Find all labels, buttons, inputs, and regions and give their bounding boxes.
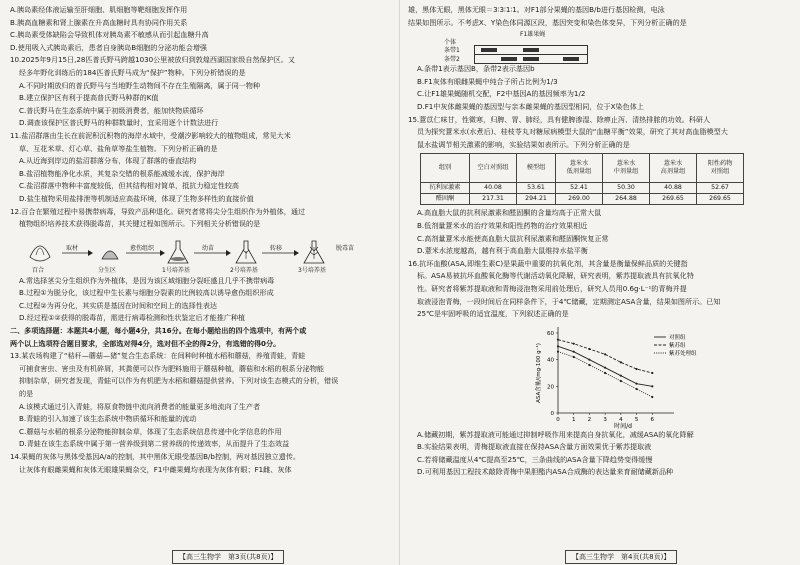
option-line: C.过程②为再分化，其实质是基因在时间和空间上的选择性表达 [19, 300, 218, 310]
question-14-continued [408, 4, 792, 29]
x-axis-label: 时间/d [614, 422, 632, 429]
meristem-icon [102, 251, 118, 259]
question-line: 雄，黑体无眼，黑体无眼＝3∶3∶1∶1。对F1部分果蝇的基因B/b进行基因检测，电泳 [408, 5, 665, 14]
table-header: 模型组 [517, 154, 556, 183]
option-line: A.储藏初期，紫苏提取液可能通过抑制呼吸作用来提高自身抗氧化，减缓ASA的氧化降解 [417, 429, 694, 439]
question-line: 13.某农场构建了“秸秆—蘑菇—猪”复合生态系统：在间种时种植水稻和蘑菇，养殖青蛙，青蛙 [10, 351, 306, 361]
y-tick-label: 60 [547, 330, 554, 337]
data-point [620, 380, 622, 382]
table-cell: 50.30 [603, 183, 650, 194]
gel-band [523, 57, 539, 61]
x-tick-label: 4 [619, 416, 623, 423]
question-line: 性。研究者将紫苏提取液和青梅浸泡物采用前处理后，研究人员用0.6g·L⁻¹的青梅并提 [417, 283, 687, 293]
question-line: 植物组织培养技术获得脱毒苗，其关键过程如图所示。下列相关分析错误的是 [19, 219, 261, 229]
tissue-culture-drawing [10, 231, 388, 275]
table-cell: 264.88 [603, 194, 650, 205]
option-line: A.条带1表示基因B，条带2表示基因b [417, 64, 535, 74]
question-line: 10.2025年9月15日,28匹普氏野马跨越1030公里被放归到敦煌西湖国家级自然保护区。又 [10, 55, 296, 65]
y-tick-label: 0 [550, 410, 554, 417]
data-point [620, 361, 622, 363]
table-header: 薏米水 高剂量组 [650, 154, 697, 183]
data-point [573, 356, 575, 358]
figure-label: 2号培养基 [230, 266, 258, 274]
table-cell: 40.88 [650, 183, 697, 194]
x-tick-label: 6 [650, 416, 655, 423]
gel-lane-label: 条带1 [444, 47, 460, 55]
gel-lane-label: 个体 [444, 39, 457, 47]
gel-band [563, 57, 579, 61]
legend-label: 紫苏组 [669, 342, 686, 349]
data-point [635, 368, 637, 370]
option-line: C.盐沼群落中物种丰富度较低，但其结构相对简单，抵抗力稳定性较高 [19, 181, 240, 191]
series-line [558, 346, 652, 386]
data-point [635, 388, 637, 390]
question-11 [10, 130, 388, 206]
table-cell: 52.67 [697, 183, 744, 194]
gel-band [523, 48, 539, 52]
question-14 [10, 451, 388, 476]
table-cell: 269.00 [556, 194, 603, 205]
gel-row-2 [474, 54, 588, 64]
question-line: 标。ASA易被抗坏血酸氧化酶等代谢活动氧化降解，研究表明，紫苏提取液具有抗氧化特 [417, 271, 694, 281]
data-point [573, 342, 575, 344]
data-point [651, 372, 653, 374]
option-line: B.F1灰体有眼雌果蝇中纯合子所占比例为1/3 [417, 76, 558, 86]
table-cell: 40.08 [470, 183, 517, 194]
question-line: 14.果蝇的灰体与黑体受基因A/a的控制，其中黑体无眼受基因B/b控制，两对基因独立遗传。 [10, 452, 301, 461]
y-tick-label: 20 [547, 384, 554, 391]
question-line: 11.盐沼群落由生长在前泥积沉积物的海岸水域中，受潮汐影响较大的植物组成，常见大米 [10, 130, 291, 140]
legend-label: 对照组 [669, 334, 686, 341]
question-15-options [408, 207, 792, 257]
option-line: A.从近海到岸边的盐沼群落分布，体现了群落的垂直结构 [19, 156, 197, 166]
option-line: D.调查该保护区普氏野马的种群数量时，宜采用逐个计数法进行 [19, 118, 219, 128]
gel-title: F1雄果蝇 [520, 31, 546, 39]
option-line: C.若将储藏温度从4℃提高至25℃，三条曲线的ASA含量下降趋势变得缓慢 [417, 454, 653, 464]
table-cell: 269.65 [697, 194, 744, 205]
option-line: D.使用吸入式胰岛素后，患者自身胰岛B细胞的分泌功能会增强 [10, 42, 208, 52]
option-line: D.可利用基因工程技术敲除青梅中果胆酯内ASA合成酶的表达量来育耐储藏新品种 [417, 467, 674, 477]
table-header: 组别 [421, 154, 470, 183]
question-13 [10, 350, 388, 451]
question-12 [10, 206, 388, 326]
data-point [573, 350, 575, 352]
option-line: C.普氏野马在生态系统中属于初级消费者，能加快物质循环 [19, 105, 204, 115]
data-point [635, 382, 637, 384]
option-line: B.青蛙的引入加速了该生态系统中物质循环和能量的流动 [19, 414, 197, 424]
question-line: 让灰体有眼雌果蝇和灰体无眼雄果蝇杂交，F1中雌果蝇均表现为灰体有眼；F1雌、灰体 [19, 464, 292, 474]
hormone-table [420, 153, 744, 205]
gel-band [501, 57, 517, 61]
x-tick-label: 3 [603, 416, 607, 423]
option-line: B.建立保护区有利于提高普氏野马种群的K值 [19, 93, 159, 103]
question-line: 25℃是牢固呼吸的适宜温度，下列叙述正确的是 [417, 309, 569, 319]
right-column [408, 4, 792, 479]
q9-options [10, 4, 388, 54]
option-line: C.让F1雄果蝇随机交配，F2中基因A的基因频率为1/2 [417, 89, 586, 99]
question-14-options [408, 63, 792, 113]
option-line: B.实验结果表明，青梅提取液直接在保持ASA含量方面效果优于紫苏提取液 [417, 442, 652, 452]
x-tick-label: 1 [571, 416, 576, 423]
page-footer-left: 【高三生物学 第3页(共8页)】 [172, 550, 284, 564]
figure-label: 分生区 [98, 266, 117, 274]
data-point [557, 345, 559, 347]
option-line: A.常选择茎尖分生组织作为外植体，是因为该区域细胞分裂旺盛且几乎不携带病毒 [19, 275, 275, 285]
data-point [588, 358, 590, 360]
option-line: D.F1中灰体雌果蝇的基因型与亲本雌果蝇的基因型相同，位于X染色体上 [417, 101, 644, 111]
section-line: 二、多项选择题：本题共4小题，每小题4分，共16分。在每小题给出的四个选项中，有两个或 [10, 326, 307, 336]
table-cell: 52.41 [556, 183, 603, 194]
figure-step: 转移 [270, 244, 283, 252]
data-point [604, 353, 606, 355]
option-line: D.薏米水浓度越高，越有利于高血脂大鼠维持水盐平衡 [417, 246, 588, 256]
series-line [558, 351, 652, 396]
column-divider [399, 0, 400, 565]
gel-band [481, 48, 497, 52]
data-point [588, 348, 590, 350]
data-point [604, 366, 606, 368]
page-footer-right: 【高三生物学 第4页(共8页)】 [565, 550, 677, 564]
data-point [557, 338, 559, 340]
table-header: 阳性药物 对照组 [697, 154, 744, 183]
question-line: 可捕食害虫、害虫及有机碎屑，其粪便可以作为肥料施用于蘑菇种植，蘑菇和水稻的根系分泌物能 [19, 363, 325, 373]
table-row [421, 194, 744, 205]
y-tick-label: 40 [547, 357, 554, 364]
figure-step: 取材 [66, 244, 79, 252]
figure-step: 脱毒苗 [336, 244, 355, 252]
table-header-row [421, 154, 744, 183]
asa-chart-svg [408, 321, 792, 429]
x-tick-label: 2 [587, 416, 592, 423]
option-line: B.过程①为脱分化，该过程中生长素与细胞分裂素的比例较高以诱导愈伤组织形成 [19, 288, 274, 298]
question-line: 鼠水盐调节相关激素的影响，实验结果如表所示。下列分析正确的是 [417, 139, 630, 149]
data-point [651, 396, 653, 398]
question-16-options [408, 429, 792, 479]
table-row [421, 183, 744, 194]
option-line: C.高剂量薏米水能使高血脂大鼠抗利尿激素和醛固酮恢复正常 [417, 233, 609, 243]
table-header: 薏米水 中剂量组 [603, 154, 650, 183]
x-tick-label: 0 [556, 416, 560, 423]
option-line: B.低剂量薏米水的治疗效果和阳性药物的治疗效果相近 [417, 220, 588, 230]
option-line: A.不同时期放归的普氏野马与当地野生动物间不存在生殖隔离，属于同一物种 [19, 80, 261, 90]
figure-step: 愈伤组织 [130, 244, 155, 252]
section-2-heading [10, 325, 388, 350]
data-point [588, 364, 590, 366]
table-cell: 217.31 [470, 194, 517, 205]
gel-lane-label: 条带2 [444, 56, 460, 64]
option-line: D.盐生植物采用盐排泄等机制适应高盐环境，体现了生物多样性的直接价值 [19, 193, 254, 203]
section-line: 两个以上选项符合题目要求，全部选对得4分，选对但不全的得2分，有选错的得0分。 [10, 338, 281, 348]
question-15 [408, 114, 792, 152]
table-cell: 醛固酮 [421, 194, 470, 205]
option-line: B.盐沼植物能净化水质，其复杂交错的根系能减缓水流，保护海岸 [19, 168, 225, 178]
y-axis-label: ASA含量/(mg·100 g⁻¹) [536, 342, 542, 403]
left-column [10, 4, 388, 476]
question-line: 的是 [19, 389, 34, 399]
tissue-culture-figure [10, 231, 388, 275]
option-line: A.胰岛素经体液运输至肝细胞、肌细胞等靶细胞发挥作用 [10, 5, 188, 14]
figure-label: 3号培养基 [298, 266, 326, 274]
asa-chart [408, 321, 792, 429]
option-line: D.青蛙在该生态系统中属于第一营养级到第二营养级的传递效率，从而提升了生态效益 [19, 439, 290, 449]
figure-step: 幼苗 [202, 244, 215, 252]
option-line: A.该模式通过引入青蛙，将原食物链中流向消费者的能量更多地流向了生产者 [19, 401, 261, 411]
question-line: 经多年野化训练后的184匹普氏野马成为“保护”物种。下列分析错误的是 [19, 67, 246, 77]
table-header: 空白对照组 [470, 154, 517, 183]
option-line: B.胰高血糖素和肾上腺素在升高血糖时具有协同作用关系 [10, 17, 188, 27]
legend-label: 紫苏处理组 [669, 350, 697, 357]
table-cell: 269.65 [650, 194, 697, 205]
data-point [651, 385, 653, 387]
question-line: 员为探究薏米水(水煮后)、桂枝苓丸对糖尿病模型大鼠的“血糖平衡”效果，研究了其对高血脂模型大 [417, 127, 728, 137]
question-16 [408, 258, 792, 321]
option-line: A.高血脂大鼠的抗利尿激素和醛固酮的含量均高于正常大鼠 [417, 208, 602, 218]
question-line: 16.抗坏血酸(ASA,即维生素C)是果蔬中重要的抗氧化剂，其含量是衡量保鲜品质的关键指 [408, 258, 688, 268]
table-cell: 53.61 [517, 183, 556, 194]
data-point [620, 374, 622, 376]
electrophoresis-figure [408, 29, 792, 63]
option-line: C.蘑菇与水稻的根系分泌物能抑制杂草，体现了生态系统信息传递中化学信息的作用 [19, 426, 282, 436]
question-line: 15.薏苡仁味甘，性微寒，归脾、胃、肺经，具有健脾渗湿、除痹止泻、清热排脓的功效。科研人 [408, 114, 711, 124]
data-point [604, 372, 606, 374]
option-line: C.胰岛素受体缺陷会导致机体对胰岛素不敏感从而引起血糖升高 [10, 30, 209, 40]
x-tick-label: 5 [634, 416, 639, 423]
question-line: 结果如图所示。不考虑X、Y染色体同源区段，基因突变和染色体变异，下列分析正确的是 [408, 17, 687, 27]
option-line: D.经过程①②获得的脱毒苗，需进行病毒检测和性状鉴定后才能推广种植 [19, 313, 246, 323]
table-cell: 294.21 [517, 194, 556, 205]
question-10 [10, 54, 388, 130]
question-line: 12.百合在繁殖过程中易携带病毒，导致产品种退化。研究者常将尖分生组织作为外植体，通过 [10, 206, 306, 216]
figure-label: 1号培养基 [162, 266, 190, 274]
question-line: 抑制杂草，研究者发现，青蛙可以作为有机肥为水稻和蘑菇提供营养。下列对该生态模式的分析，错误 [19, 376, 339, 386]
data-point [557, 350, 559, 352]
figure-label: 百合 [32, 266, 45, 274]
table-cell: 抗利尿激素 [421, 183, 470, 194]
question-line: 草、互花米草、灯心草、盐角草等盐生植物。下列分析正确的是 [19, 143, 218, 153]
question-line: 取液浸泡青梅，一段时间后在同样条件下，于4℃储藏，定期测定ASA含量，结果如图所示。已知 [417, 296, 721, 306]
table-header: 薏米水 低剂量组 [556, 154, 603, 183]
